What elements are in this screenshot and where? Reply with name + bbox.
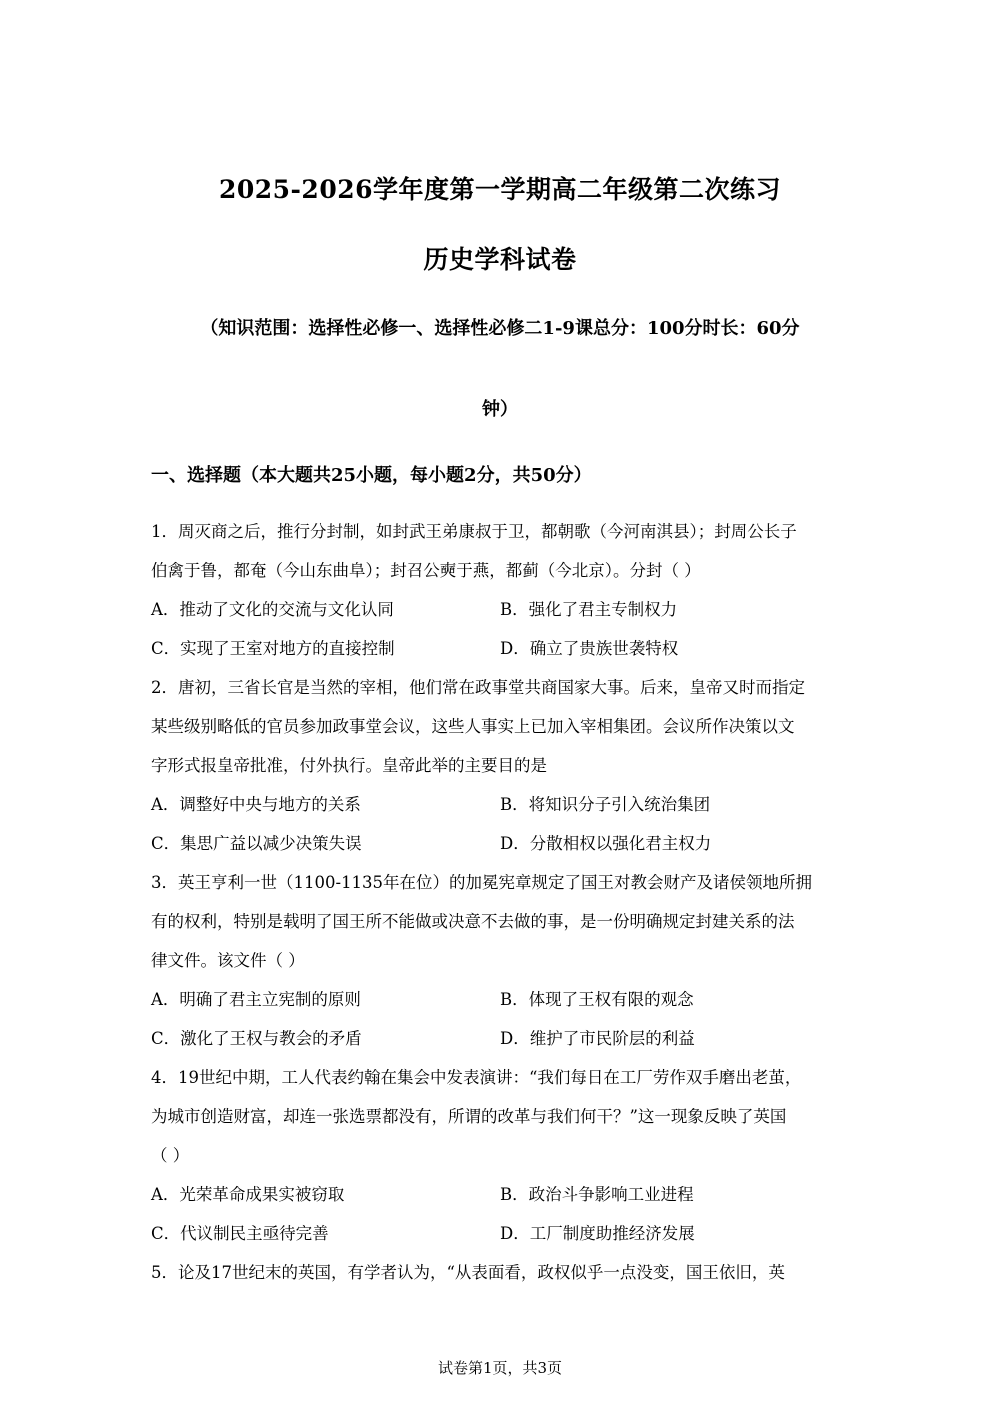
question-text-line: 2．唐初，三省长官是当然的宰相，他们常在政事堂共商国家大事。后来，皇帝又时而指定: [151, 678, 805, 697]
section-heading: 一、选择题（本大题共25小题，每小题2分，共50分）: [151, 465, 592, 486]
question-text-line: 4．19世纪中期，工人代表约翰在集会中发表演讲：“我们每日在工厂劳作双手磨出老茧，: [151, 1068, 802, 1087]
option-b: B．政治斗争影响工业进程: [500, 1185, 694, 1204]
exam-subject-title: 历史学科试卷: [423, 245, 577, 274]
option-a: A．推动了文化的交流与文化认同: [151, 600, 394, 619]
option-c: C．代议制民主亟待完善: [151, 1224, 329, 1243]
option-c: C．集思广益以减少决策失误: [151, 834, 362, 853]
option-a: A．明确了君主立宪制的原则: [151, 990, 361, 1009]
exam-scope-line-1: （知识范围：选择性必修一、选择性必修二1-9课总分：100分时长：60分: [200, 318, 800, 339]
option-d: D．确立了贵族世袭特权: [500, 639, 679, 658]
option-b: B．体现了王权有限的观念: [500, 990, 694, 1009]
option-d: D．维护了市民阶层的利益: [500, 1029, 695, 1048]
question-text-line: 有的权利，特别是载明了国王所不能做或决意不去做的事，是一份明确规定封建关系的法: [151, 912, 795, 931]
option-a: A．调整好中央与地方的关系: [151, 795, 361, 814]
option-d: D．分散相权以强化君主权力: [500, 834, 712, 853]
question-text-line: 1．周灭商之后，推行分封制，如封武王弟康叔于卫，都朝歌（今河南淇县）；封周公长子: [151, 522, 797, 541]
exam-scope-line-2: 钟）: [482, 399, 518, 420]
question-text-line: 字形式报皇帝批准，付外执行。皇帝此举的主要目的是: [151, 756, 547, 775]
option-a: A．光荣革命成果实被窃取: [151, 1185, 345, 1204]
question-text-line: 某些级别略低的官员参加政事堂会议，这些人事实上已加入宰相集团。会议所作决策以文: [151, 717, 795, 736]
option-b: B．强化了君主专制权力: [500, 600, 678, 619]
question-text-line: 律文件。该文件（ ）: [151, 951, 305, 970]
question-text-line: 为城市创造财富，却连一张选票都没有，所谓的改革与我们何干？”这一现象反映了英国: [151, 1107, 787, 1126]
page-footer: 试卷第1页，共3页: [437, 1359, 563, 1377]
exam-title: 2025-2026学年度第一学期高二年级第二次练习: [218, 175, 782, 204]
option-c: C．激化了王权与教会的矛盾: [151, 1029, 362, 1048]
option-d: D．工厂制度助推经济发展: [500, 1224, 695, 1243]
question-text-line: 5．论及17世纪末的英国，有学者认为，“从表面看，政权似乎一点没变，国王依旧，英: [151, 1263, 785, 1282]
question-text-line: 伯禽于鲁，都奄（今山东曲阜）；封召公奭于燕，都蓟（今北京）。分封（ ）: [151, 561, 701, 580]
option-c: C．实现了王室对地方的直接控制: [151, 639, 395, 658]
question-text-line: （ ）: [151, 1146, 190, 1165]
question-text-line: 3．英王亨利一世（1100-1135年在位）的加冕宪章规定了国王对教会财产及诸侯领地所拥: [151, 873, 813, 892]
option-b: B．将知识分子引入统治集团: [500, 795, 711, 814]
